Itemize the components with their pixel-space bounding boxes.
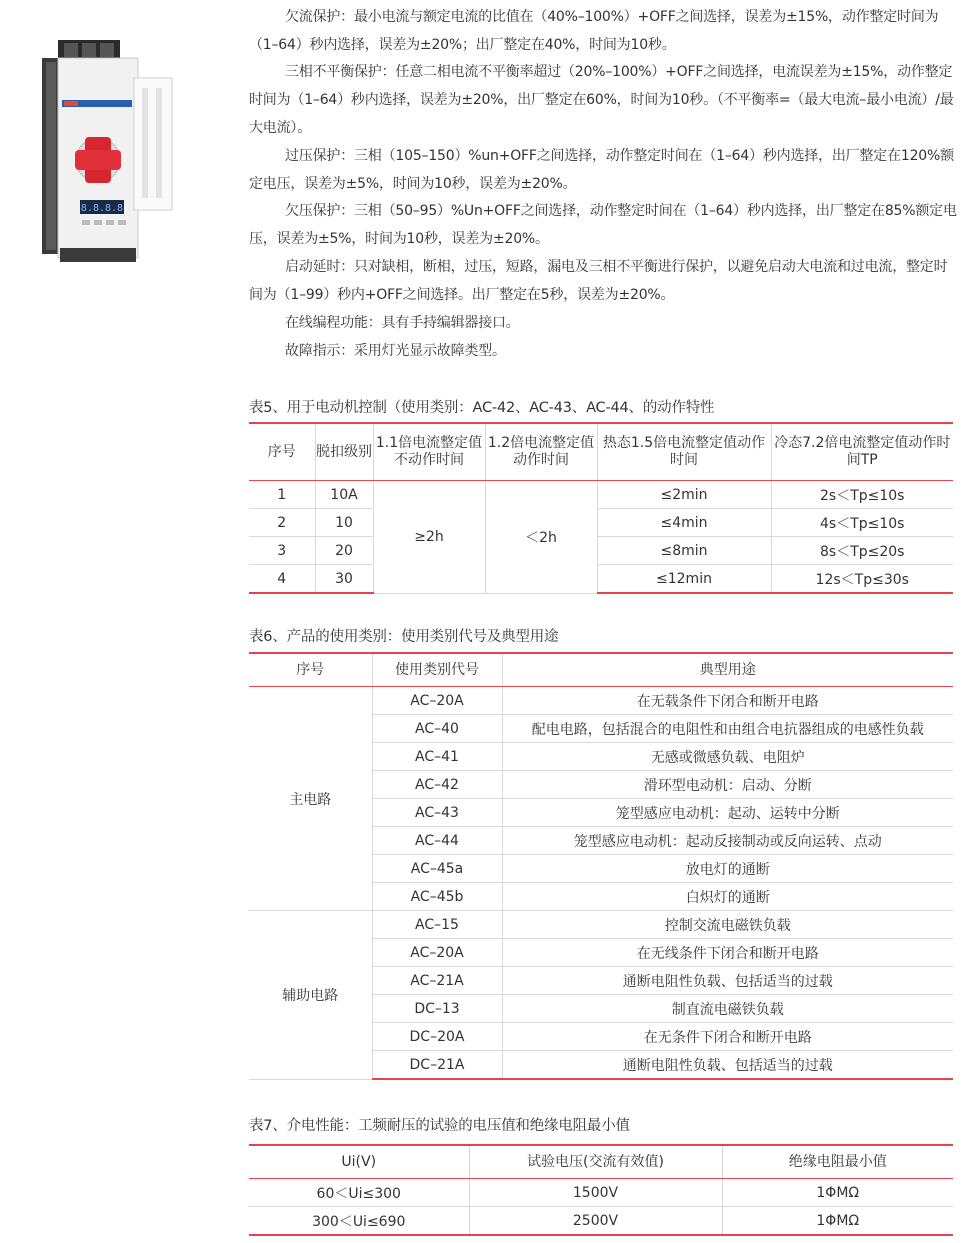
table6-cell-use: 滑环型电动机：启动、分断 [502,771,953,799]
table6-cell-use: 制直流电磁铁负载 [502,995,953,1023]
table5-cell-cold: 12s＜Tp≤30s [771,565,953,594]
table6-cell-code: AC–43 [372,799,502,827]
table5-cell-level: 10 [315,509,373,537]
table5-header-cold: 冷态7.2倍电流整定值动作时间TP [771,423,953,481]
table6-cell-code: AC–44 [372,827,502,855]
table5-header-hot: 热态1.5倍电流整定值动作时间 [597,423,771,481]
table5-header-level: 脱扣级别 [315,423,373,481]
table7 [249,1144,953,1236]
table6-cell-code: AC–45a [372,855,502,883]
table6-group-aux: 辅助电路 [249,911,372,1080]
table5-cell-cold: 4s＜Tp≤10s [771,509,953,537]
table5-cell-no: 1 [249,481,315,509]
product-image [38,38,178,270]
table5-cell-hot: ≤8min [597,537,771,565]
table6-cell-code: AC–41 [372,743,502,771]
table6 [249,652,953,1080]
table6-header-no: 序号 [249,653,372,687]
table5-cell-no: 4 [249,565,315,594]
table5-cell-cold: 8s＜Tp≤20s [771,537,953,565]
fault-indication-text: 故障指示：采用灯光显示故障类型。 [285,343,506,359]
table6-cell-code: AC–15 [372,911,502,939]
table6-caption: 表6、产品的使用类别：使用类别代号及典型用途 [249,629,559,645]
table6-cell-code: AC–21A [372,967,502,995]
table6-cell-code: AC–20A [372,687,502,715]
table6-cell-code: AC–45b [372,883,502,911]
table5 [249,422,953,594]
table7-cell-resistance: 1ΦMΩ [722,1207,953,1236]
table-row [249,481,953,509]
display-readout: 8.8.8.8 [80,203,124,214]
table-row [249,565,953,594]
table5-header-1-2x: 1.2倍电流整定值动作时间 [485,423,597,481]
table6-group-main: 主电路 [249,687,372,911]
table5-cell-level: 10A [315,481,373,509]
table5-caption: 表5、用于电动机控制（使用类别：AC-42、AC-43、AC-44、的动作特性 [249,400,715,416]
table7-header-voltage: 试验电压(交流有效值) [469,1145,722,1179]
table5-cell-hot: ≤12min [597,565,771,594]
undervoltage-protection-text: 欠压保护：三相（50–95）%Un+OFF之间选择，动作整定时间在（1–64）秒内选择，出厂整定在85%额定电压，误差为±5%，时间为10秒，误差为±20%。 [249,203,957,247]
table6-cell-code: DC–13 [372,995,502,1023]
table6-cell-use: 控制交流电磁铁负载 [502,911,953,939]
table5-cell-level: 20 [315,537,373,565]
table5-header-no: 序号 [249,423,315,481]
table5-cell-trip: ＜2h [485,481,597,594]
table6-cell-use: 笼型感应电动机：起动反接制动或反向运转、点动 [502,827,953,855]
table6-cell-code: AC–40 [372,715,502,743]
table6-cell-use: 通断电阻性负载、包括适当的过载 [502,967,953,995]
table-row [249,1207,953,1236]
online-programming-text: 在线编程功能：具有手持编辑器接口。 [285,315,520,331]
table5-header-1-1x: 1.1倍电流整定值不动作时间 [373,423,485,481]
table7-cell-ui: 300＜Ui≤690 [249,1207,469,1236]
table6-cell-use: 笼型感应电动机：起动、运转中分断 [502,799,953,827]
table-row [249,911,953,939]
table7-cell-resistance: 1ΦMΩ [722,1179,953,1207]
table6-cell-code: AC–20A [372,939,502,967]
overvoltage-protection-text: 过压保护：三相（105–150）%un+OFF之间选择，动作整定时间在（1–64）秒内选择，出厂整定在120%额定电压，误差为±5%，时间为10秒，误差为±20%。 [249,148,954,192]
table6-cell-code: DC–21A [372,1051,502,1080]
table6-header-use: 典型用途 [502,653,953,687]
table7-cell-voltage: 2500V [469,1207,722,1236]
table5-cell-hot: ≤4min [597,509,771,537]
table7-caption: 表7、介电性能：工频耐压的试验的电压值和绝缘电阻最小值 [249,1118,630,1134]
table7-cell-ui: 60＜Ui≤300 [249,1179,469,1207]
table6-cell-use: 放电灯的通断 [502,855,953,883]
table6-cell-code: DC–20A [372,1023,502,1051]
startup-delay-text: 启动延时：只对缺相，断相，过压，短路，漏电及三相不平衡进行保护，以避免启动大电流和过电流，整定时间为（1–99）秒内+OFF之间选择。出厂整定在5秒，误差为±20%。 [249,259,948,303]
table7-cell-voltage: 1500V [469,1179,722,1207]
table5-cell-no: 2 [249,509,315,537]
table7-header-ui: Ui(V) [249,1145,469,1179]
table6-cell-use: 在无条件下闭合和断开电路 [502,1023,953,1051]
undercurrent-protection-text: 欠流保护：最小电流与额定电流的比值在（40%–100%）+OFF之间选择，误差为±15%，动作整定时间为（1–64）秒内选择，误差为±20%；出厂整定在40%，时间为10秒。 [249,9,939,53]
table-row [249,509,953,537]
table6-cell-use: 配电电路，包括混合的电阻性和由组合电抗器组成的电感性负载 [502,715,953,743]
table5-cell-level: 30 [315,565,373,594]
table5-cell-no-trip: ≥2h [373,481,485,594]
table-row [249,537,953,565]
table5-cell-hot: ≤2min [597,481,771,509]
table6-header-code: 使用类别代号 [372,653,502,687]
table-row [249,1179,953,1207]
table5-cell-no: 3 [249,537,315,565]
table6-cell-use: 通断电阻性负载、包括适当的过载 [502,1051,953,1080]
table-row [249,687,953,715]
table6-cell-code: AC–42 [372,771,502,799]
phase-imbalance-protection-text: 三相不平衡保护：任意二相电流不平衡率超过（20%–100%）+OFF之间选择，电流误差为±15%，动作整定时间为（1–64）秒内选择，误差为±20%，出厂整定在60%，时间为10秒。（不平衡率=（最大电流–最小电流）/最大电流）。 [249,64,954,136]
table6-cell-use: 在无载条件下闭合和断开电路 [502,687,953,715]
table6-cell-use: 白炽灯的通断 [502,883,953,911]
table6-cell-use: 无感或微感负载、电阻炉 [502,743,953,771]
table5-cell-cold: 2s＜Tp≤10s [771,481,953,509]
table6-cell-use: 在无线条件下闭合和断开电路 [502,939,953,967]
table7-header-resistance: 绝缘电阻最小值 [722,1145,953,1179]
